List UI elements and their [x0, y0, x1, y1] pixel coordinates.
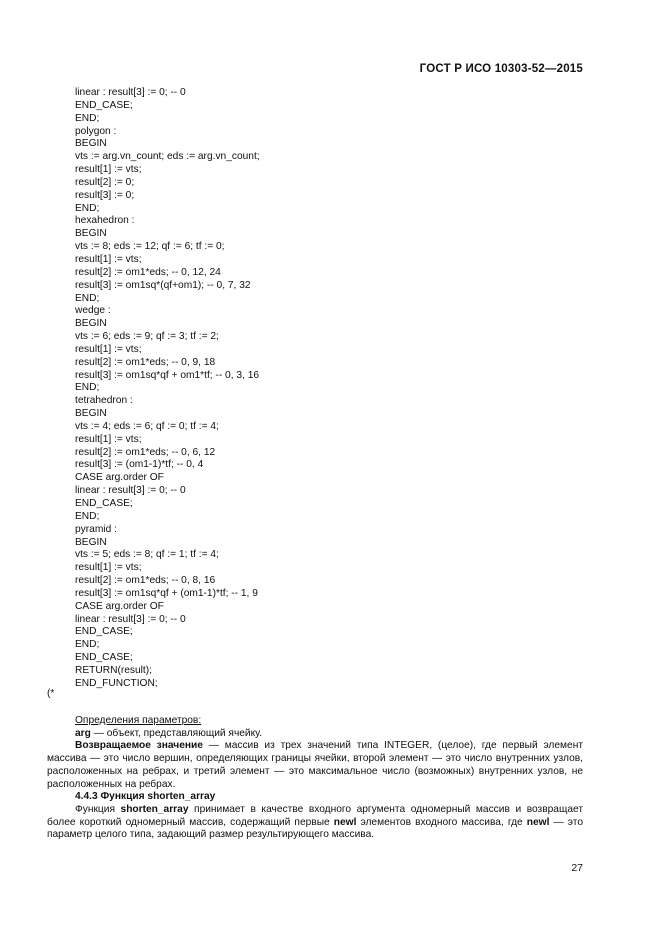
code-line: result[1] := vts; [75, 433, 142, 445]
comment-marker: (* [47, 688, 55, 699]
code-line: vts := arg.vn_count; eds := arg.vn_count; [75, 151, 260, 163]
newl-term-1: newl [333, 816, 357, 828]
code-listing [75, 87, 260, 691]
desc-part-d: — это параметр целого типа, задающий размер результирующего массива. [47, 816, 583, 841]
code-line: CASE arg.order OF [75, 600, 164, 612]
code-line: result[3] := om1sq*(qf+om1); -- 0, 7, 32 [75, 279, 251, 291]
code-line: result[1] := vts; [75, 562, 142, 574]
code-line: END_CASE; [75, 626, 133, 638]
code-line: BEGIN [75, 318, 107, 330]
code-line: wedge : [75, 305, 111, 317]
code-line: pyramid : [75, 523, 117, 535]
code-line: hexahedron : [75, 215, 135, 227]
code-line: result[3] := om1sq*qf + (om1-1)*tf; -- 1, 9 [75, 587, 258, 599]
code-line: END; [75, 510, 100, 522]
code-line: END_CASE; [75, 652, 133, 664]
return-text: — массив из трех значений типа INTEGER, (целое), где первый элемент массива — это число вершин, определяющих границы ячейки, второй элемент — это число внутренних узлов, расположенных на ребрах, и третий элемент — это максимальное число (возможных) внутренних узлов, не расположенных на ребрах. [47, 740, 584, 790]
code-line: BEGIN [75, 536, 107, 548]
standard-header: ГОСТ Р ИСО 10303-52—2015 [419, 63, 583, 75]
code-line: END_FUNCTION; [75, 677, 158, 689]
desc-part-b: принимает в качестве входного аргумента одномерный массив и возвращает более короткий одномерный массив, содержащий первые [47, 803, 583, 828]
code-line: END; [75, 292, 100, 304]
code-line: linear : result[3] := 0; -- 0 [75, 485, 186, 497]
code-line: result[2] := 0; [75, 176, 135, 188]
code-line: END; [75, 112, 100, 124]
code-line: BEGIN [75, 408, 107, 420]
code-line: vts := 5; eds := 8; qf := 1; tf := 4; [75, 549, 219, 561]
code-line: BEGIN [75, 228, 107, 240]
code-line: result[1] := vts; [75, 164, 142, 176]
return-term: Возвращаемое значение [75, 740, 203, 752]
code-line: linear : result[3] := 0; -- 0 [75, 87, 186, 98]
newl-term-2: newl [526, 816, 550, 828]
arg-text: — объект, представляющий ячейку. [90, 727, 263, 739]
code-line: vts := 4; eds := 6; qf := 0; tf := 4; [75, 420, 219, 432]
section-heading: 4.4.3 Функция shorten_array [75, 791, 216, 803]
definitions-heading-text: Определения параметров: [75, 715, 202, 726]
desc-part-a: Функция [75, 803, 121, 815]
page-number: 27 [571, 862, 583, 874]
code-line: linear : result[3] := 0; -- 0 [75, 613, 186, 625]
code-line: result[2] := om1*eds; -- 0, 6, 12 [75, 446, 216, 458]
code-line: result[3] := om1sq*qf + om1*tf; -- 0, 3, 16 [75, 369, 260, 381]
code-line: BEGIN [75, 138, 107, 150]
code-line: result[3] := 0; [75, 189, 135, 201]
code-line: CASE arg.order OF [75, 472, 164, 484]
return-definition [47, 740, 583, 791]
parameter-definitions [47, 715, 583, 842]
code-line: END_CASE; [75, 99, 133, 111]
code-line: END; [75, 202, 100, 214]
function-name: shorten_array [120, 803, 189, 815]
code-line: result[3] := (om1-1)*tf; -- 0, 4 [75, 459, 204, 471]
code-line: vts := 6; eds := 9; qf := 3; tf := 2; [75, 331, 219, 343]
code-line: tetrahedron : [75, 395, 133, 407]
arg-term: arg [75, 727, 91, 739]
code-line: result[2] := om1*eds; -- 0, 9, 18 [75, 356, 216, 368]
desc-part-c: элементов входного массива, где [356, 816, 527, 828]
code-line: vts := 8; eds := 12; qf := 6; tf := 0; [75, 241, 225, 253]
code-line: RETURN(result); [75, 664, 152, 676]
code-line: END; [75, 639, 100, 651]
definitions-heading [47, 715, 583, 728]
code-line: result[2] := om1*eds; -- 0, 8, 16 [75, 575, 216, 587]
code-line: END_CASE; [75, 498, 133, 509]
code-line: result[1] := vts; [75, 343, 142, 355]
code-line: result[1] := vts; [75, 253, 142, 265]
code-line: END; [75, 382, 100, 394]
code-line: result[2] := om1*eds; -- 0, 12, 24 [75, 266, 221, 278]
function-description [47, 804, 583, 842]
code-line: polygon : [75, 125, 117, 137]
arg-definition [47, 728, 583, 741]
